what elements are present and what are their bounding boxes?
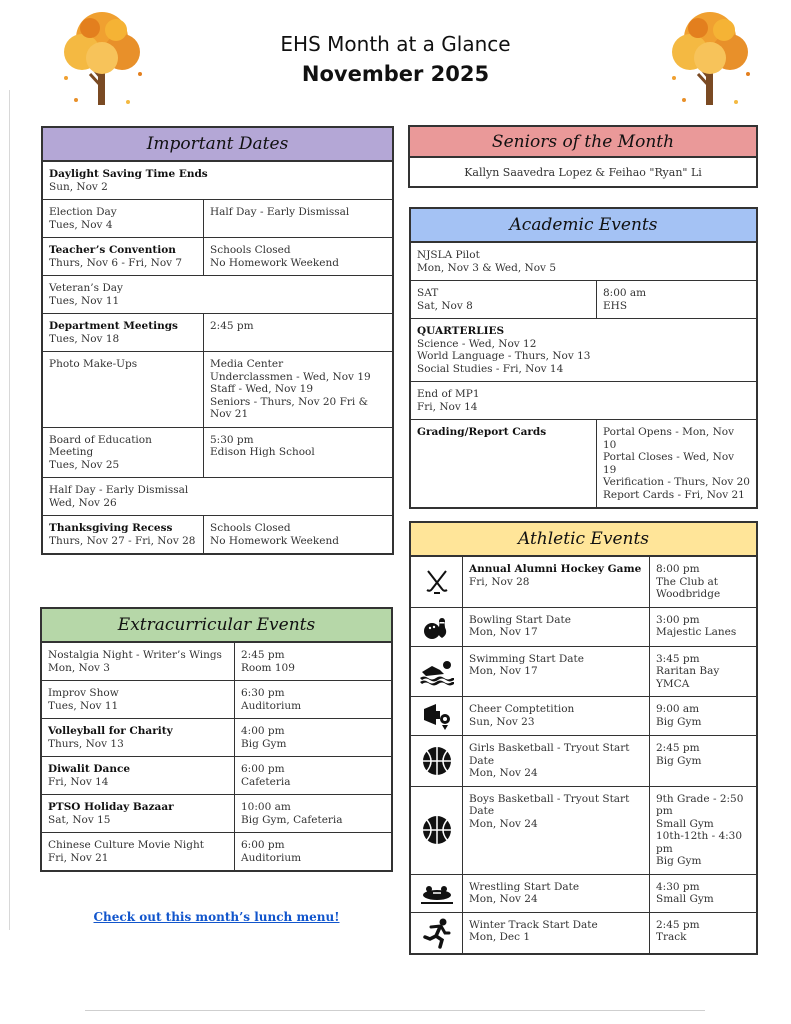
event-details: 2:45 pm (203, 314, 392, 351)
event-cell (43, 162, 392, 199)
event-date: Tues, Nov 11 (48, 699, 119, 712)
event-title: Wrestling Start Date (469, 880, 580, 893)
table-row (42, 795, 391, 833)
event-cell (42, 795, 234, 832)
event-details: 10:00 am Big Gym, Cafeteria (234, 795, 391, 832)
event-cell (411, 319, 756, 381)
table-row (43, 352, 392, 428)
event-cell (462, 787, 649, 874)
event-cell (462, 697, 649, 735)
event-date: Fri, Nov 28 (469, 575, 530, 588)
event-details: 8:00 am EHS (596, 281, 756, 318)
event-cell (462, 608, 649, 646)
event-title: Grading/Report Cards (417, 426, 547, 438)
table-row (42, 681, 391, 719)
event-title: Board of Education Meeting (49, 433, 152, 458)
autumn-tree-left-icon (56, 8, 148, 108)
event-date: Mon, Nov 3 & Wed, Nov 5 (417, 261, 556, 274)
event-details: 8:00 pm The Club at Woodbridge (649, 557, 756, 607)
event-details: 9th Grade - 2:50 pm Small Gym 10th-12th - 4:30 pm Big Gym (649, 787, 756, 874)
event-title: PTSO Holiday Bazaar (48, 801, 174, 813)
event-details: Half Day - Early Dismissal (203, 200, 392, 237)
event-date: Sun, Nov 23 (469, 715, 535, 728)
table-row (43, 238, 392, 276)
event-details: 6:00 pm Cafeteria (234, 757, 391, 794)
event-title: QUARTERLIES (417, 325, 505, 337)
runner-icon (411, 913, 462, 953)
table-row (411, 243, 756, 281)
event-cell (42, 719, 234, 756)
page-edge-left (9, 90, 10, 930)
event-title: Veteran’s Day (49, 282, 123, 294)
event-cell (411, 420, 596, 507)
event-title: NJSLA Pilot (417, 249, 480, 261)
event-cell (43, 314, 203, 351)
cheer-megaphone-icon (411, 697, 462, 735)
event-date: Mon, Dec 1 (469, 931, 531, 943)
wrestlers-icon (411, 875, 462, 912)
table-row (43, 516, 392, 553)
event-date: Fri, Nov 14 (48, 775, 109, 788)
event-title: Nostalgia Night - Writer’s Wings (48, 649, 222, 661)
event-date: Tues, Nov 18 (49, 332, 120, 345)
table-row (43, 200, 392, 238)
event-date: Sun, Nov 2 (49, 180, 108, 193)
table-row (43, 276, 392, 314)
event-cell (411, 243, 756, 280)
extracurricular-events-rows (42, 643, 391, 870)
extracurricular-events-heading: Extracurricular Events (42, 609, 391, 643)
event-title: Boys Basketball - Tryout Start Date (469, 792, 630, 817)
event-title: Department Meetings (49, 320, 178, 332)
event-details: 4:00 pm Big Gym (234, 719, 391, 756)
page-edge-bottom (85, 1010, 705, 1011)
event-cell (43, 478, 392, 515)
event-title: Cheer Comptetition (469, 703, 575, 715)
event-date: Tues, Nov 11 (49, 294, 120, 307)
seniors-of-month-panel (408, 125, 758, 188)
event-details: 2:45 pm Room 109 (234, 643, 391, 680)
bowling-icon (411, 608, 462, 646)
event-title: Photo Make-Ups (49, 358, 138, 370)
table-row (411, 281, 756, 319)
event-title: SAT (417, 287, 439, 299)
event-date: Thurs, Nov 27 - Fri, Nov 28 (49, 534, 196, 547)
event-cell (462, 557, 649, 607)
event-title: Annual Alumni Hockey Game (469, 563, 642, 575)
event-date: Thurs, Nov 13 (48, 737, 124, 750)
table-row (42, 643, 391, 681)
event-title: Volleyball for Charity (48, 725, 173, 737)
event-cell (43, 352, 203, 427)
table-row (43, 162, 392, 200)
event-cell (42, 833, 234, 870)
event-cell (42, 643, 234, 680)
event-title: End of MP1 (417, 388, 480, 400)
athletic-events-panel (409, 521, 758, 955)
important-dates-panel (41, 126, 394, 555)
page-month: November 2025 (301, 62, 490, 86)
event-cell (43, 238, 203, 275)
extracurricular-events-panel (40, 607, 393, 872)
event-title: Half Day - Early Dismissal (49, 484, 189, 496)
event-title: Chinese Culture Movie Night (48, 839, 204, 851)
event-cell (462, 736, 649, 786)
event-title: Daylight Saving Time Ends (49, 168, 208, 180)
event-cell (42, 757, 234, 794)
event-details: 6:00 pm Auditorium (234, 833, 391, 870)
swimmer-icon (411, 647, 462, 697)
table-row (43, 314, 392, 352)
autumn-tree-right-icon (664, 8, 756, 108)
event-title: Diwalit Dance (48, 763, 131, 775)
event-date: Tues, Nov 4 (49, 218, 113, 231)
event-date: Mon, Nov 24 (469, 767, 538, 779)
basketball-icon (411, 736, 462, 786)
event-date: Science - Wed, Nov 12 World Language - Thurs, Nov 13 Social Studies - Fri, Nov 14 (417, 337, 591, 375)
seniors-heading: Seniors of the Month (410, 127, 756, 158)
table-row (411, 608, 756, 647)
event-date: Mon, Nov 17 (469, 665, 538, 677)
table-row (411, 736, 756, 787)
event-title: Girls Basketball - Tryout Start Date (469, 742, 630, 767)
athletic-events-heading: Athletic Events (411, 523, 756, 557)
event-cell (462, 647, 649, 697)
event-cell (43, 516, 203, 553)
event-cell (411, 382, 756, 419)
table-row (411, 875, 756, 913)
event-details: 4:30 pm Small Gym (649, 875, 756, 912)
table-row (42, 719, 391, 757)
event-date: Mon, Nov 24 (469, 817, 538, 830)
event-date: Mon, Nov 24 (469, 893, 538, 905)
event-title: Teacher’s Convention (49, 244, 176, 256)
table-row (42, 757, 391, 795)
event-date: Sat, Nov 8 (417, 299, 473, 312)
table-row (411, 697, 756, 736)
event-details: 3:00 pm Majestic Lanes (649, 608, 756, 646)
event-title: Election Day (49, 206, 117, 218)
important-dates-rows (43, 162, 392, 553)
table-row (42, 833, 391, 870)
event-title: Swimming Start Date (469, 652, 584, 665)
event-date: Fri, Nov 14 (417, 400, 478, 413)
table-row (411, 382, 756, 420)
academic-events-rows (411, 243, 756, 507)
event-cell (462, 875, 649, 912)
table-row (411, 319, 756, 382)
table-row (411, 420, 756, 507)
table-row (411, 913, 756, 953)
event-title: Bowling Start Date (469, 613, 571, 626)
basketball-icon (411, 787, 462, 874)
event-details: 2:45 pm Track (649, 913, 756, 953)
table-row (411, 787, 756, 875)
event-date: Tues, Nov 25 (49, 458, 120, 471)
event-date: Mon, Nov 3 (48, 661, 110, 674)
seniors-names: Kallyn Saavedra Lopez & Feihao "Ryan" Li (464, 165, 702, 179)
table-row (43, 478, 392, 516)
important-dates-heading: Important Dates (43, 128, 392, 162)
event-cell (43, 200, 203, 237)
event-cell (411, 281, 596, 318)
event-date: Sat, Nov 15 (48, 813, 111, 826)
page-title: EHS Month at a Glance (280, 32, 511, 56)
event-details: Media Center Underclassmen - Wed, Nov 19 Staff - Wed, Nov 19 Seniors - Thurs, Nov 20 Fri & Nov 21 (203, 352, 392, 427)
event-date: Fri, Nov 21 (48, 851, 109, 864)
event-title: Improv Show (48, 687, 119, 699)
hockey-sticks-icon (411, 557, 462, 607)
event-cell (43, 428, 203, 478)
event-details: Portal Opens - Mon, Nov 10 Portal Closes - Wed, Nov 19 Verification - Thurs, Nov 20 Report Cards - Fri, Nov 21 (596, 420, 756, 507)
event-details: 5:30 pm Edison High School (203, 428, 392, 478)
event-date: Wed, Nov 26 (49, 496, 117, 509)
event-title: Thanksgiving Recess (49, 522, 173, 534)
event-cell (43, 276, 392, 313)
event-title: Winter Track Start Date (469, 918, 598, 931)
athletic-events-rows (411, 557, 756, 953)
event-cell (42, 681, 234, 718)
event-date: Thurs, Nov 6 - Fri, Nov 7 (49, 256, 183, 269)
event-details: 3:45 pm Raritan Bay YMCA (649, 647, 756, 697)
lunch-menu-link[interactable]: Check out this month’s lunch menu! (93, 910, 340, 924)
event-details: 2:45 pm Big Gym (649, 736, 756, 786)
event-details: 6:30 pm Auditorium (234, 681, 391, 718)
table-row (411, 557, 756, 608)
event-details: 9:00 am Big Gym (649, 697, 756, 735)
academic-events-heading: Academic Events (411, 209, 756, 243)
event-details: Schools Closed No Homework Weekend (203, 238, 392, 275)
table-row (43, 428, 392, 479)
academic-events-panel (409, 207, 758, 509)
event-date: Mon, Nov 17 (469, 626, 538, 638)
table-row (411, 647, 756, 698)
event-cell (462, 913, 649, 953)
event-details: Schools Closed No Homework Weekend (203, 516, 392, 553)
